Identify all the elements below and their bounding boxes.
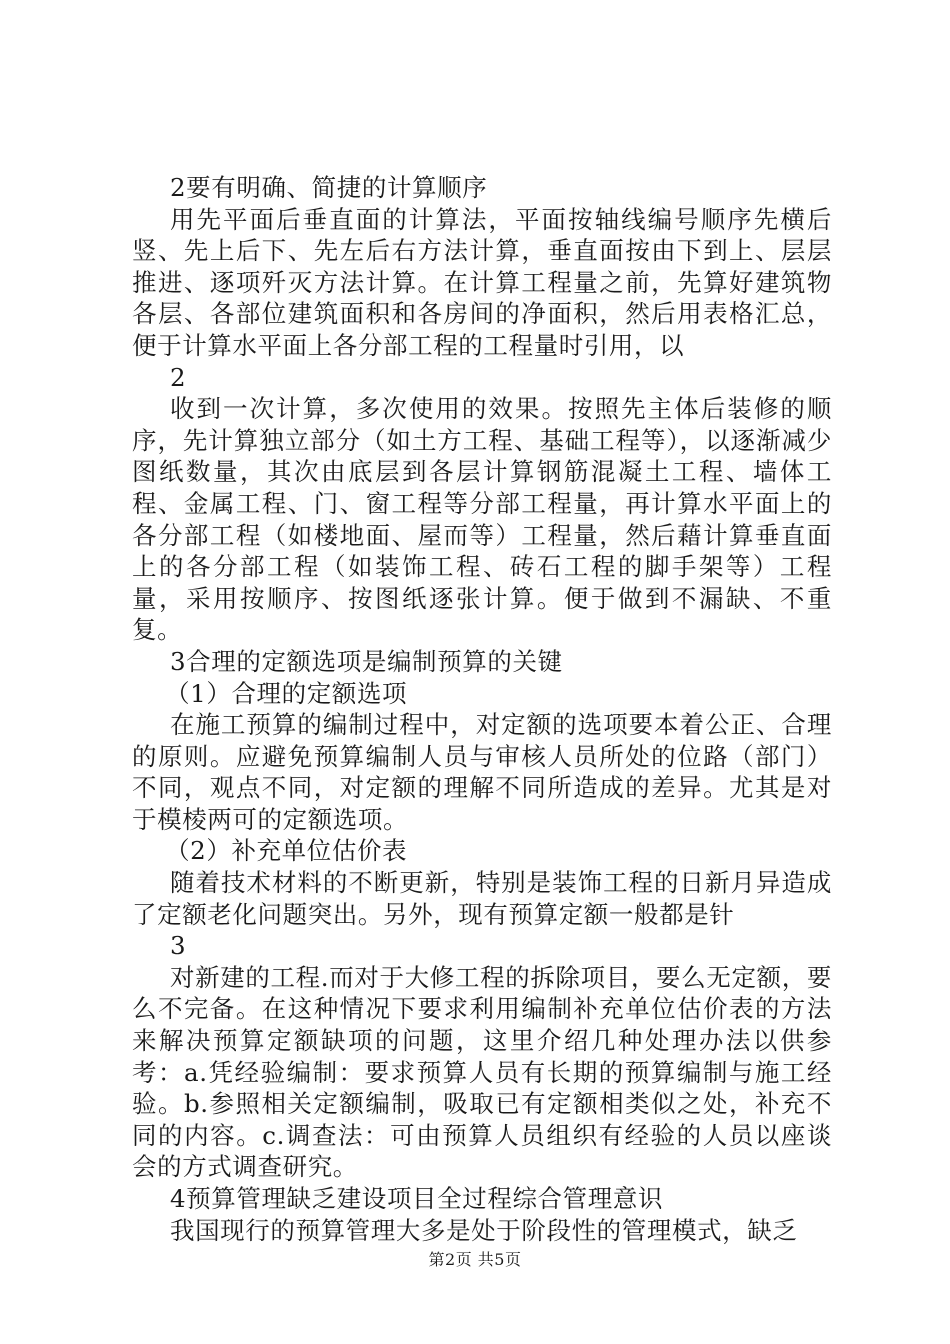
paragraph-quota-selection: 在施工预算的编制过程中，对定额的选项要本着公正、合理的原则。应避免预算编制人员与审核人员所处的位路（部门）不同，观点不同，对定额的理解不同所造成的差异。尤其是对于模棱两可的定额选项。 <box>132 710 832 834</box>
paragraph-calculation-effect: 收到一次计算，多次使用的效果。按照先主体后装修的顺序，先计算独立部分（如土方工程、基础工程等），以逐渐减少图纸数量，其次由底层到各层计算钢筋混凝土工程、墙体工程、金属工程、门、窗工程等分部工程量，再计算水平面上的各分部工程（如楼地面、屋而等）工程量，然后藉计算垂直面上的各分部工程（如装饰工程、砖石工程的脚手架等）工程量，采用按顺序、按图纸逐张计算。便于做到不漏缺、不重复。 <box>132 394 832 645</box>
section-heading-4: 4预算管理缺乏建设项目全过程综合管理意识 <box>169 1184 664 1213</box>
sub-heading-quota-selection: （1）合理的定额选项 <box>165 678 408 708</box>
paragraph-material-update: 随着技术材料的不断更新，特别是装饰工程的日新月异造成了定额老化问题突出。另外，现有预算定额一般都是针 <box>132 868 832 929</box>
page-footer: 第2页 共5页 <box>428 1250 522 1269</box>
paragraph-budget-management: 我国现行的预算管理大多是处于阶段性的管理模式，缺乏 <box>169 1215 798 1245</box>
document-body <box>132 172 832 1246</box>
paragraph-calculation-order: 用先平面后垂直面的计算法，平面按轴线编号顺序先横后竖、先上后下、先左后右方法计算，垂直面按由下到上、层层推进、逐项歼灭方法计算。在计算工程量之前，先算好建筑物各层、各部位建筑面积和各房间的净面积，然后用表格汇总，便于计算水平面上各分部工程的工程量时引用，以 <box>132 204 832 360</box>
section-heading-2: 2要有明确、简捷的计算顺序 <box>169 173 488 202</box>
sub-heading-supplementary-table: （2）补充单位估价表 <box>165 836 408 866</box>
section-heading-3: 3合理的定额选项是编制预算的关键 <box>169 646 563 676</box>
paragraph-renovation-methods: 对新建的工程.而对于大修工程的拆除项目，要么无定额，要么不完备。在这种情况下要求利用编制补充单位估价表的方法来解决预算定额缺项的问题，这里介绍几种处理办法以供参考：a.凭经验编制：要求预算人员有长期的预算编制与施工经验。b.参照相关定额编制，吸取已有定额相类似之处，补充不同的内容。c.调查法：可由预算人员组织有经验的人员以座谈会的方式调查研究。 <box>132 962 832 1182</box>
inline-page-number-2: 2 <box>169 362 187 392</box>
inline-page-number-3: 3 <box>169 931 187 961</box>
